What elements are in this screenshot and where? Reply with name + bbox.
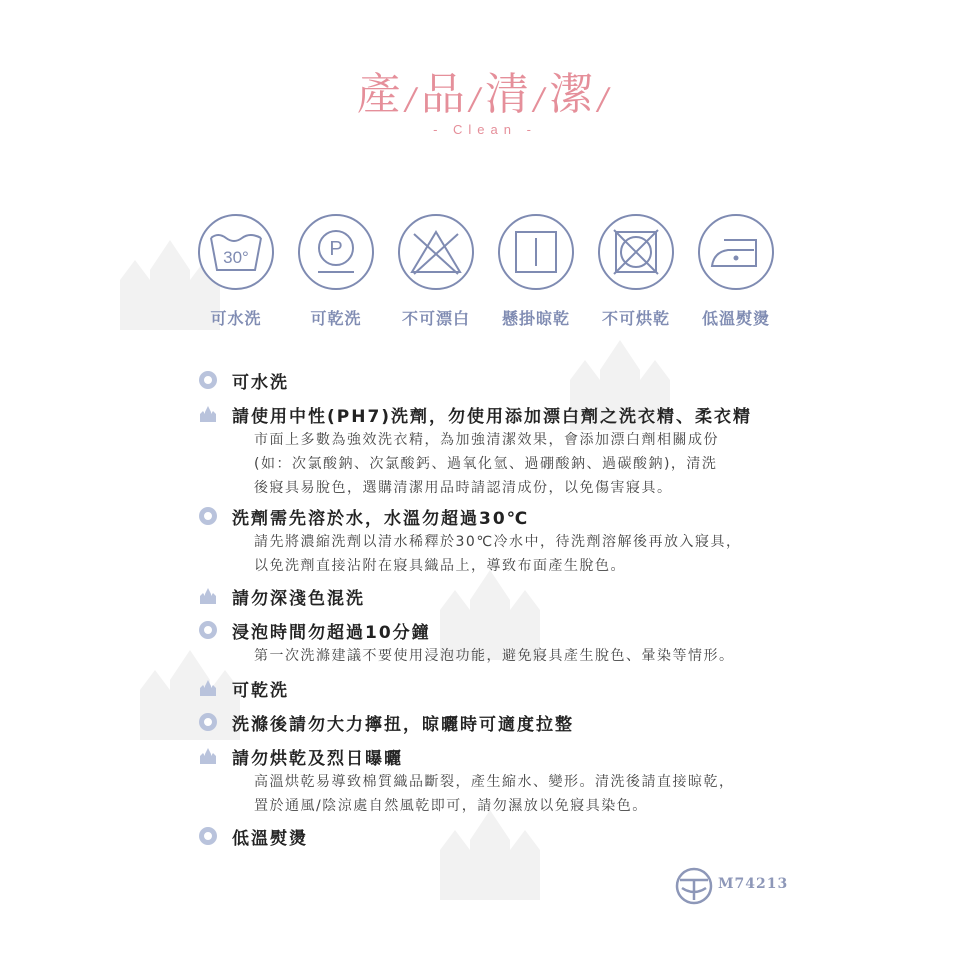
item-heading: 洗滌後請勿大力擰扭，晾曬時可適度拉整 (232, 715, 574, 735)
certification-mark (674, 866, 789, 906)
castle-bullet-icon (198, 746, 218, 766)
care-icon-hang-dry (494, 214, 578, 329)
item-heading: 請勿深淺色混洗 (232, 589, 365, 609)
title-slash: / (405, 82, 418, 117)
body-line: 以免洗劑直接沾附在寢具織品上，導致布面產生脫色。 (254, 558, 626, 574)
hang-dry-square-icon (498, 214, 574, 290)
bsmi-mark-icon (674, 866, 714, 906)
circle-bullet-icon (198, 506, 218, 526)
iron-low-icon (698, 214, 774, 290)
castle-bullet-icon (198, 404, 218, 424)
care-icons-row (194, 214, 784, 334)
svg-text:P: P (329, 238, 343, 260)
body-line: 市面上多數為強效洗衣精，為加強清潔效果，會添加漂白劑相關成份 (254, 432, 719, 448)
body-line: 後寢具易脫色，選購清潔用品時請認清成份，以免傷害寢具。 (254, 480, 673, 496)
care-icon-label: 不可漂白 (401, 309, 470, 328)
item-heading: 浸泡時間勿超過10分鐘 (232, 623, 431, 643)
care-icon-label: 可乾洗 (310, 309, 362, 328)
care-icon-dry-clean (294, 214, 378, 329)
item-heading: 可乾洗 (232, 681, 289, 701)
no-tumble-dry-icon (598, 214, 674, 290)
item-heading: 洗劑需先溶於水，水溫勿超過30℃ (232, 509, 530, 529)
wash-tub-icon (198, 214, 274, 290)
title-slash: / (598, 82, 611, 117)
svg-text:30°: 30° (223, 248, 249, 267)
care-icon-label: 懸掛晾乾 (501, 309, 570, 328)
care-icon-no-bleach (394, 214, 478, 329)
title-char: 品 (420, 69, 467, 120)
item-heading: 請使用中性(PH7)洗劑，勿使用添加漂白劑之洗衣精、柔衣精 (232, 407, 753, 427)
care-icon-low-iron (694, 214, 778, 329)
dry-clean-circle-icon (298, 214, 374, 290)
circle-bullet-icon (198, 712, 218, 732)
care-icon-label: 可水洗 (210, 309, 262, 328)
title-char: 潔 (549, 69, 596, 120)
body-line: 高溫烘乾易導致棉質織品斷裂，產生縮水、變形。清洗後請直接晾乾， (254, 774, 735, 790)
circle-bullet-icon (198, 620, 218, 640)
item-body (254, 530, 742, 578)
body-line: 第一次洗滌建議不要使用浸泡功能，避免寢具產生脫色、暈染等情形。 (254, 648, 735, 664)
certification-code: M74213 (718, 876, 789, 892)
title-slash: / (534, 82, 547, 117)
body-line: 置於通風/陰涼處自然風乾即可，請勿濕放以免寢具染色。 (254, 798, 648, 814)
item-body (254, 644, 735, 668)
castle-bullet-icon (198, 678, 218, 698)
no-bleach-triangle-icon (398, 214, 474, 290)
title-char: 清 (485, 69, 531, 120)
page-subtitle: - Clean - (433, 122, 537, 137)
care-icon-label: 低溫熨燙 (701, 309, 770, 328)
body-line: 請先將濃縮洗劑以清水稀釋於30℃冷水中，待洗劑溶解後再放入寢具， (254, 534, 742, 550)
care-icon-washable (194, 214, 278, 329)
title-slash: / (469, 82, 482, 117)
castle-bullet-icon (198, 586, 218, 606)
circle-bullet-icon (198, 826, 218, 846)
page-title (0, 58, 970, 122)
care-icon-label: 不可烘乾 (601, 309, 670, 328)
item-body (254, 770, 735, 818)
item-heading: 可水洗 (232, 373, 289, 393)
item-heading: 低溫熨燙 (232, 829, 308, 849)
item-heading: 請勿烘乾及烈日曝曬 (232, 749, 403, 769)
title-char: 產 (356, 69, 403, 120)
item-body (254, 428, 719, 500)
circle-bullet-icon (198, 370, 218, 390)
care-icon-no-tumble-dry (594, 214, 678, 329)
body-line: (如：次氯酸鈉、次氯酸鈣、過氧化氫、過硼酸鈉、過碳酸鈉)，清洗 (254, 456, 718, 472)
